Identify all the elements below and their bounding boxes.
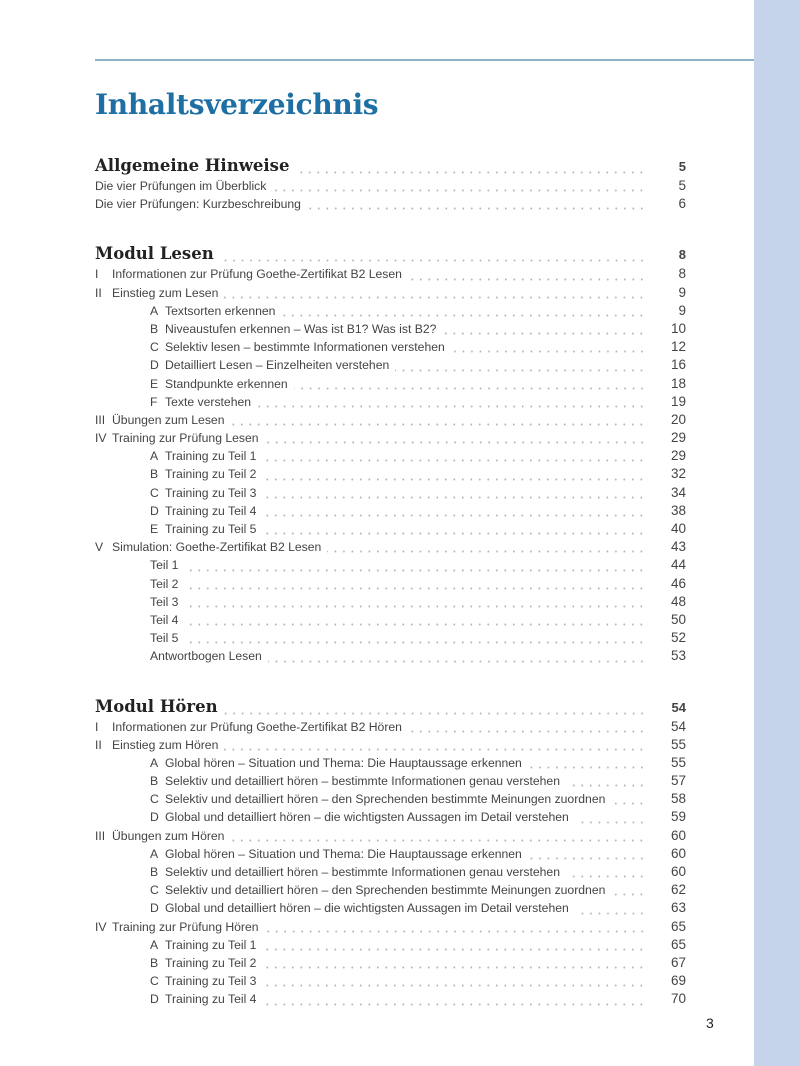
entry-number: A <box>150 755 159 770</box>
toc-entry[interactable] <box>95 809 686 827</box>
entry-title: Global hören – Situation und Thema: Die Hauptaussage erkennen <box>165 755 522 770</box>
entry-page: 52 <box>670 630 686 646</box>
dot-leader <box>294 387 646 390</box>
toc-entry[interactable] <box>95 448 686 466</box>
entry-page: 34 <box>670 484 686 500</box>
dot-leader <box>442 332 646 335</box>
entry-title: Die vier Prüfungen im Überblick <box>95 179 267 193</box>
entry-number: D <box>150 901 159 916</box>
dot-leader <box>184 605 646 608</box>
entry-number: D <box>150 810 159 825</box>
entry-title: Antwortbogen Lesen <box>150 649 262 664</box>
toc-entry[interactable] <box>95 737 686 755</box>
dot-leader <box>528 857 646 860</box>
entry-title: Teil 2 <box>150 576 179 591</box>
dot-leader <box>224 748 646 751</box>
toc-entry[interactable] <box>95 430 686 448</box>
dot-leader <box>281 314 646 317</box>
entry-title: Teil 4 <box>150 612 179 627</box>
dot-leader <box>224 712 646 715</box>
entry-title: Selektiv und detailliert hören – bestimmte Informationen genau verstehen <box>165 865 560 879</box>
dot-leader <box>184 623 646 626</box>
entry-title: Selektiv und detailliert hören – den Sprechenden bestimmte Meinungen zuordnen <box>165 792 606 807</box>
entry-page: 60 <box>670 864 686 879</box>
entry-title: Texte verstehen <box>165 394 252 409</box>
toc-entry[interactable] <box>95 773 686 791</box>
entry-number: I <box>95 267 99 282</box>
dot-leader <box>265 441 646 444</box>
entry-title: Textsorten erkennen <box>165 303 276 318</box>
toc-entry[interactable] <box>95 719 686 737</box>
toc-entry[interactable] <box>95 900 686 918</box>
entry-title: Training zu Teil 2 <box>165 467 257 482</box>
entry-page: 57 <box>670 773 686 789</box>
dot-leader <box>262 514 646 517</box>
entry-title: Training zu Teil 1 <box>165 449 257 464</box>
entry-number: D <box>150 992 159 1007</box>
dot-leader <box>408 278 646 281</box>
entry-page: 60 <box>670 827 686 843</box>
entry-title: Teil 5 <box>150 631 179 646</box>
dot-leader <box>566 875 646 878</box>
dot-leader <box>262 984 646 987</box>
toc-entry[interactable] <box>95 846 686 864</box>
dot-leader <box>265 930 646 933</box>
entry-title: Teil 3 <box>150 594 179 609</box>
toc-entry[interactable] <box>95 376 686 394</box>
toc-section-heading[interactable] <box>95 697 686 719</box>
entry-title: Standpunkte erkennen <box>165 376 288 391</box>
entry-page: 32 <box>670 466 686 482</box>
dot-leader <box>528 766 646 769</box>
dot-leader <box>451 350 646 353</box>
toc-entry[interactable] <box>95 576 686 594</box>
dot-leader <box>575 912 646 915</box>
toc-entry[interactable] <box>95 196 686 214</box>
entry-number: B <box>150 467 159 482</box>
entry-page: 70 <box>670 991 686 1007</box>
entry-title: Training zu Teil 5 <box>165 522 257 536</box>
toc-entry[interactable] <box>95 828 686 846</box>
entry-title: Die vier Prüfungen: Kurzbeschreibung <box>95 197 301 212</box>
entry-number: D <box>150 503 159 518</box>
toc-entry[interactable] <box>95 485 686 503</box>
entry-page: 69 <box>670 973 686 989</box>
entry-number: C <box>150 883 159 898</box>
entry-title: Selektiv lesen – bestimmte Informationen verstehen <box>165 340 445 355</box>
entry-number: III <box>95 828 106 843</box>
toc-entry[interactable] <box>95 630 686 648</box>
entry-title: Übungen zum Lesen <box>112 412 225 427</box>
entry-title: Training zu Teil 3 <box>165 485 257 500</box>
entry-title: Training zu Teil 4 <box>165 992 257 1007</box>
entry-number: I <box>95 719 99 734</box>
dot-leader <box>184 641 646 644</box>
toc-entry[interactable] <box>95 882 686 900</box>
section-title: Allgemeine Hinweise <box>95 156 290 175</box>
entry-number: A <box>150 449 159 464</box>
entry-page: 10 <box>670 320 686 336</box>
entry-title: Training zu Teil 2 <box>165 955 257 970</box>
side-color-band <box>754 0 800 1066</box>
entry-page: 67 <box>670 954 686 970</box>
toc-entry[interactable] <box>95 755 686 773</box>
entry-page: 9 <box>678 284 686 300</box>
dot-leader <box>224 296 646 299</box>
entry-title: Einstieg zum Hören <box>112 737 219 752</box>
entry-number: A <box>150 303 159 318</box>
table-of-contents <box>95 156 686 1040</box>
toc-entry[interactable] <box>95 303 686 321</box>
entry-page: 63 <box>670 900 686 916</box>
entry-title: Detailliert Lesen – Einzelheiten verstehen <box>165 358 390 373</box>
entry-page: 48 <box>670 593 686 609</box>
entry-page: 46 <box>670 575 686 591</box>
entry-number: B <box>150 955 159 970</box>
section-page: 54 <box>671 699 686 715</box>
toc-entry[interactable] <box>95 937 686 955</box>
entry-title: Training zu Teil 1 <box>165 937 257 952</box>
dot-leader <box>307 207 646 210</box>
entry-number: C <box>150 485 159 500</box>
toc-entry[interactable] <box>95 266 686 284</box>
entry-page: 29 <box>670 430 686 446</box>
entry-page: 43 <box>670 539 686 555</box>
dot-leader <box>262 459 646 462</box>
toc-entry[interactable] <box>95 178 686 196</box>
entry-title: Global hören – Situation und Thema: Die Hauptaussage erkennen <box>165 846 522 861</box>
entry-page: 20 <box>670 411 686 427</box>
toc-section-heading[interactable] <box>95 244 686 266</box>
entry-number: B <box>150 321 159 336</box>
dot-leader <box>230 423 646 426</box>
dot-leader <box>395 369 646 372</box>
entry-page: 9 <box>678 302 686 318</box>
entry-number: III <box>95 412 106 427</box>
section-page: 5 <box>678 159 686 174</box>
dot-leader <box>262 532 646 535</box>
section-page: 8 <box>678 247 686 263</box>
entry-number: C <box>150 340 159 355</box>
dot-leader <box>262 1003 646 1006</box>
toc-entry[interactable] <box>95 521 686 539</box>
entry-page: 60 <box>670 845 686 861</box>
toc-section <box>95 697 686 1010</box>
dot-leader <box>611 893 646 896</box>
entry-number: F <box>150 394 158 409</box>
toc-entry[interactable] <box>95 539 686 557</box>
entry-page: 6 <box>678 196 686 212</box>
entry-page: 44 <box>670 557 686 573</box>
entry-number: B <box>150 774 159 789</box>
entry-page: 50 <box>670 611 686 627</box>
entry-number: II <box>95 737 102 752</box>
entry-page: 12 <box>670 339 686 355</box>
toc-entry[interactable] <box>95 919 686 937</box>
toc-entry[interactable] <box>95 285 686 303</box>
toc-entry[interactable] <box>95 394 686 412</box>
toc-entry[interactable] <box>95 791 686 809</box>
entry-number: C <box>150 792 159 807</box>
entry-page: 29 <box>670 448 686 464</box>
entry-page: 65 <box>670 936 686 952</box>
entry-title: Teil 1 <box>150 558 179 573</box>
entry-number: C <box>150 974 159 989</box>
dot-leader <box>295 171 646 174</box>
toc-entry[interactable] <box>95 864 686 882</box>
toc-entry[interactable] <box>95 648 686 666</box>
toc-entry[interactable] <box>95 321 686 339</box>
entry-number: A <box>150 937 159 952</box>
toc-entry[interactable] <box>95 594 686 612</box>
dot-leader <box>268 660 646 663</box>
entry-page: 59 <box>670 809 686 825</box>
entry-page: 58 <box>670 791 686 807</box>
dot-leader <box>257 405 646 408</box>
entry-title: Training zur Prüfung Lesen <box>112 431 259 446</box>
entry-number: IV <box>95 431 107 446</box>
toc-entry[interactable] <box>95 955 686 973</box>
entry-title: Einstieg zum Lesen <box>112 285 219 300</box>
entry-page: 19 <box>670 393 686 409</box>
entry-page: 18 <box>670 375 686 391</box>
toc-section-heading[interactable] <box>95 156 686 178</box>
entry-title: Informationen zur Prüfung Goethe-Zertifikat B2 Hören <box>112 719 402 734</box>
dot-leader <box>220 259 646 262</box>
entry-page: 62 <box>670 882 686 898</box>
top-rule <box>95 59 754 61</box>
toc-section <box>95 156 686 214</box>
dot-leader <box>262 966 646 969</box>
toc-entry[interactable] <box>95 991 686 1009</box>
entry-page: 65 <box>670 918 686 934</box>
section-title: Modul Hören <box>95 696 218 716</box>
dot-leader <box>566 784 646 787</box>
dot-leader <box>611 802 646 805</box>
entry-page: 16 <box>670 357 686 373</box>
entry-title: Global und detailliert hören – die wichtigsten Aussagen im Detail verstehen <box>165 810 569 825</box>
toc-entry[interactable] <box>95 973 686 991</box>
dot-leader <box>262 496 646 499</box>
toc-entry[interactable] <box>95 357 686 375</box>
entry-title: Informationen zur Prüfung Goethe-Zertifikat B2 Lesen <box>112 267 402 282</box>
dot-leader <box>575 821 646 824</box>
entry-title: Training zur Prüfung Hören <box>112 919 259 934</box>
section-title: Modul Lesen <box>95 244 214 264</box>
entry-title: Training zu Teil 3 <box>165 974 257 989</box>
dot-leader <box>327 550 646 553</box>
entry-number: D <box>150 358 159 373</box>
page-number: 3 <box>706 1015 714 1031</box>
dot-leader <box>230 839 646 842</box>
entry-number: E <box>150 522 159 536</box>
entry-title: Global und detailliert hören – die wichtigsten Aussagen im Detail verstehen <box>165 901 569 916</box>
dot-leader <box>408 730 646 733</box>
entry-title: Simulation: Goethe-Zertifikat B2 Lesen <box>112 540 322 555</box>
page-title: Inhaltsverzeichnis <box>95 88 379 121</box>
toc-entry[interactable] <box>95 503 686 521</box>
dot-leader <box>184 587 646 590</box>
toc-entry[interactable] <box>95 466 686 484</box>
entry-page: 55 <box>670 736 686 752</box>
entry-number: IV <box>95 919 107 934</box>
dot-leader <box>262 948 646 951</box>
entry-page: 40 <box>670 521 686 536</box>
toc-entry[interactable] <box>95 612 686 630</box>
toc-entry[interactable] <box>95 339 686 357</box>
entry-title: Selektiv und detailliert hören – den Sprechenden bestimmte Meinungen zuordnen <box>165 883 606 898</box>
entry-number: E <box>150 376 159 391</box>
entry-title: Training zu Teil 4 <box>165 503 257 518</box>
entry-page: 55 <box>670 754 686 770</box>
dot-leader <box>272 189 646 192</box>
entry-title: Übungen zum Hören <box>112 828 225 843</box>
entry-number: II <box>95 285 102 300</box>
toc-entry[interactable] <box>95 557 686 575</box>
entry-number: V <box>95 540 104 555</box>
entry-page: 8 <box>678 266 686 282</box>
toc-entry[interactable] <box>95 412 686 430</box>
entry-number: A <box>150 846 159 861</box>
entry-title: Niveaustufen erkennen – Was ist B1? Was ist B2? <box>165 321 437 336</box>
entry-page: 5 <box>678 178 686 193</box>
dot-leader <box>184 569 646 572</box>
entry-page: 54 <box>670 718 686 734</box>
entry-number: B <box>150 865 159 879</box>
entry-page: 38 <box>670 502 686 518</box>
toc-section <box>95 244 686 666</box>
entry-title: Selektiv und detailliert hören – bestimmte Informationen genau verstehen <box>165 774 560 789</box>
entry-page: 53 <box>670 648 686 664</box>
dot-leader <box>262 478 646 481</box>
